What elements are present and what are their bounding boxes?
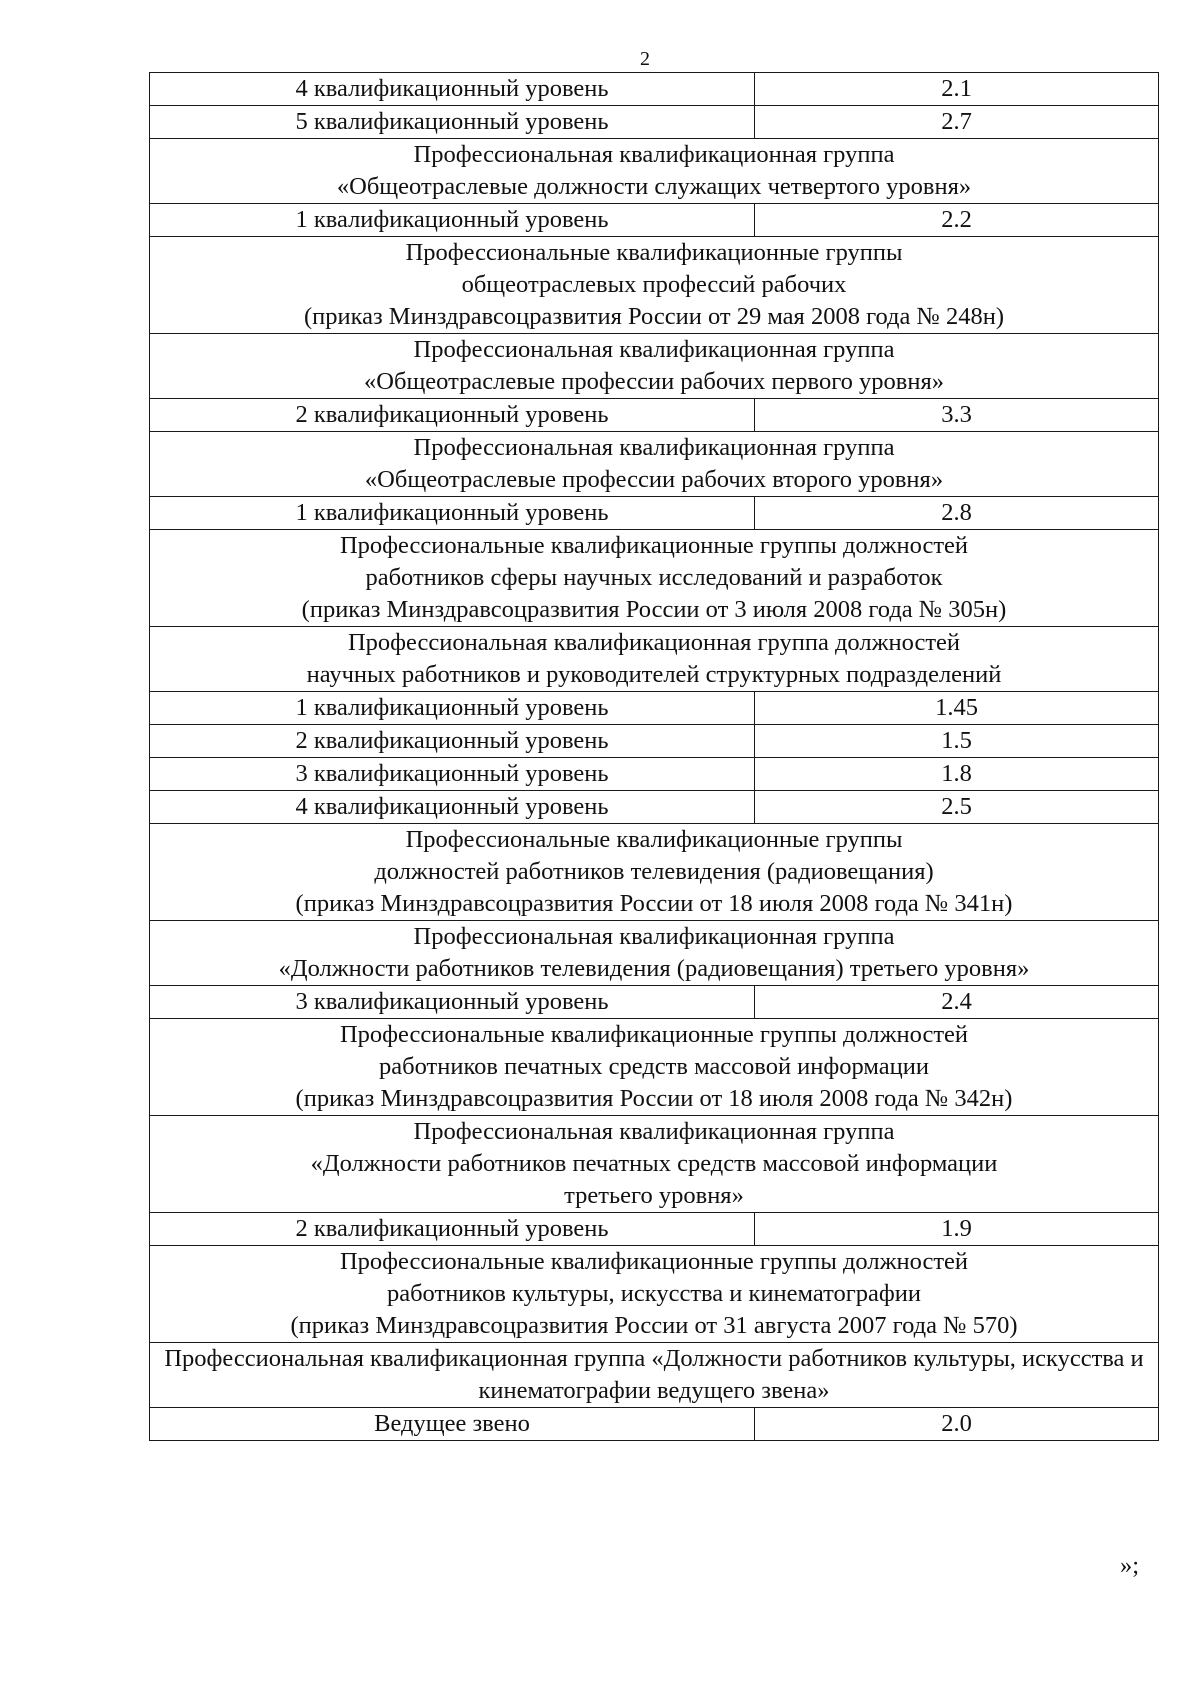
level-name: 4 квалификационный уровень <box>150 73 755 106</box>
qualification-level-row <box>150 1408 1159 1441</box>
group-heading: Профессиональные квалификационные группы должностей работников печатных средств массовой информации (приказ Минздравсоцразвития России от 18 июля 2008 года № 342н) <box>150 1019 1159 1116</box>
group-heading: Профессиональные квалификационные группы должностей работников культуры, искусства и кинематографии (приказ Минздравсоцразвития России от 31 августа 2007 года № 570) <box>150 1246 1159 1343</box>
group-heading-row <box>150 824 1159 921</box>
level-name: 1 квалификационный уровень <box>150 692 755 725</box>
qualification-level-row <box>150 725 1159 758</box>
level-name: 3 квалификационный уровень <box>150 986 755 1019</box>
qualification-level-row <box>150 692 1159 725</box>
qualification-table <box>149 72 1159 1441</box>
group-heading-row <box>150 1343 1159 1408</box>
group-heading: Профессиональная квалификационная группа «Должности работников телевидения (радиовещания) третьего уровня» <box>150 921 1159 986</box>
level-name: 5 квалификационный уровень <box>150 106 755 139</box>
level-name: 1 квалификационный уровень <box>150 497 755 530</box>
group-heading-row <box>150 237 1159 334</box>
qualification-table-body <box>150 73 1159 1441</box>
group-heading-row <box>150 334 1159 399</box>
group-heading-row <box>150 627 1159 692</box>
qualification-level-row <box>150 497 1159 530</box>
level-name: 4 квалификационный уровень <box>150 791 755 824</box>
closing-quote-mark: »; <box>1120 1552 1140 1579</box>
group-heading: Профессиональная квалификационная группа «Общеотраслевые профессии рабочих первого уровня» <box>150 334 1159 399</box>
qualification-level-row <box>150 791 1159 824</box>
level-coefficient: 2.1 <box>755 73 1159 106</box>
level-coefficient: 3.3 <box>755 399 1159 432</box>
group-heading-row <box>150 432 1159 497</box>
level-name: 2 квалификационный уровень <box>150 399 755 432</box>
qualification-level-row <box>150 986 1159 1019</box>
group-heading: Профессиональная квалификационная группа «Должности работников печатных средств массовой информации третьего уровня» <box>150 1116 1159 1213</box>
group-heading-row <box>150 1116 1159 1213</box>
level-coefficient: 1.5 <box>755 725 1159 758</box>
level-name: Ведущее звено <box>150 1408 755 1441</box>
level-coefficient: 2.7 <box>755 106 1159 139</box>
qualification-level-row <box>150 204 1159 237</box>
level-coefficient: 2.5 <box>755 791 1159 824</box>
group-heading: Профессиональная квалификационная группа «Общеотраслевые профессии рабочих второго уровня» <box>150 432 1159 497</box>
level-coefficient: 2.0 <box>755 1408 1159 1441</box>
level-name: 2 квалификационный уровень <box>150 725 755 758</box>
level-coefficient: 1.8 <box>755 758 1159 791</box>
level-coefficient: 1.9 <box>755 1213 1159 1246</box>
level-name: 3 квалификационный уровень <box>150 758 755 791</box>
qualification-level-row <box>150 399 1159 432</box>
level-name: 1 квалификационный уровень <box>150 204 755 237</box>
group-heading-row <box>150 139 1159 204</box>
group-heading: Профессиональная квалификационная группа «Должности работников культуры, искусства и кинематографии ведущего звена» <box>150 1343 1159 1408</box>
level-coefficient: 2.8 <box>755 497 1159 530</box>
qualification-level-row <box>150 106 1159 139</box>
qualification-level-row <box>150 73 1159 106</box>
group-heading: Профессиональные квалификационные группы должностей работников телевидения (радиовещания) (приказ Минздравсоцразвития России от 18 июля 2008 года № 341н) <box>150 824 1159 921</box>
group-heading-row <box>150 530 1159 627</box>
level-coefficient: 1.45 <box>755 692 1159 725</box>
group-heading-row <box>150 1019 1159 1116</box>
qualification-level-row <box>150 758 1159 791</box>
qualification-level-row <box>150 1213 1159 1246</box>
group-heading: Профессиональные квалификационные группы должностей работников сферы научных исследований и разработок (приказ Минздравсоцразвития России от 3 июля 2008 года № 305н) <box>150 530 1159 627</box>
level-coefficient: 2.4 <box>755 986 1159 1019</box>
page-number: 2 <box>640 48 650 70</box>
group-heading: Профессиональные квалификационные группы общеотраслевых профессий рабочих (приказ Минздравсоцразвития России от 29 мая 2008 года № 248н) <box>150 237 1159 334</box>
group-heading-row <box>150 921 1159 986</box>
group-heading: Профессиональная квалификационная группа «Общеотраслевые должности служащих четвертого уровня» <box>150 139 1159 204</box>
group-heading-row <box>150 1246 1159 1343</box>
level-coefficient: 2.2 <box>755 204 1159 237</box>
group-heading: Профессиональная квалификационная группа должностей научных работников и руководителей структурных подразделений <box>150 627 1159 692</box>
level-name: 2 квалификационный уровень <box>150 1213 755 1246</box>
